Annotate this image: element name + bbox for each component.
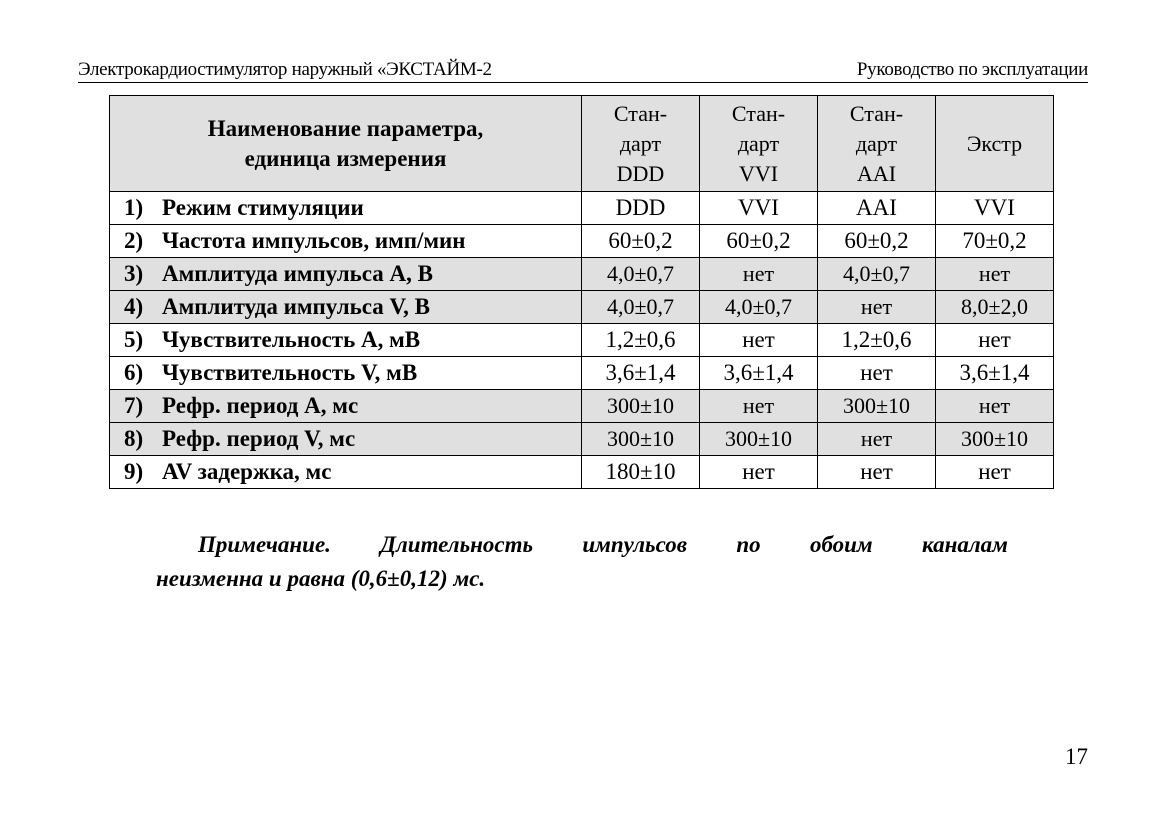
page-header: [78, 56, 1088, 83]
header-standard-ddd: Стан- дарт DDD: [582, 96, 700, 192]
note-word: импульсов: [582, 532, 687, 557]
parameter-name: 7) Рефр. период А, мс: [110, 390, 582, 423]
value-cell: DDD: [582, 192, 700, 225]
header-emergency: Экстр: [936, 96, 1054, 192]
table-row: [110, 456, 1054, 489]
parameter-name: 2) Частота импульсов, имп/мин: [110, 225, 582, 258]
note-word: каналам: [922, 532, 1008, 557]
parameter-name: 8) Рефр. период V, мс: [110, 423, 582, 456]
parameter-name: 3) Амплитуда импульса А, В: [110, 258, 582, 291]
value-cell: 3,6±1,4: [582, 357, 700, 390]
page-number: 17: [1065, 744, 1088, 769]
value-cell: нет: [936, 456, 1054, 489]
value-cell: 60±0,2: [700, 225, 818, 258]
value-cell: нет: [936, 258, 1054, 291]
table-row: [110, 390, 1054, 423]
table-row: [110, 225, 1054, 258]
value-cell: 300±10: [936, 423, 1054, 456]
value-cell: 1,2±0,6: [818, 324, 936, 357]
value-cell: AAI: [818, 192, 936, 225]
table-row: [110, 258, 1054, 291]
value-cell: нет: [700, 456, 818, 489]
value-cell: нет: [936, 390, 1054, 423]
parameter-name: 6) Чувствительность V, мВ: [110, 357, 582, 390]
value-cell: нет: [818, 456, 936, 489]
header-standard-vvi: Стан- дарт VVI: [700, 96, 818, 192]
value-cell: 70±0,2: [936, 225, 1054, 258]
value-cell: 4,0±0,7: [700, 291, 818, 324]
table-row: [110, 192, 1054, 225]
note-word: обоим: [809, 532, 873, 557]
value-cell: нет: [818, 291, 936, 324]
value-cell: 4,0±0,7: [818, 258, 936, 291]
value-cell: VVI: [700, 192, 818, 225]
note-word: Длительность: [380, 532, 533, 557]
table-row: [110, 423, 1054, 456]
table-row: [110, 291, 1054, 324]
parameter-name: 1) Режим стимуляции: [110, 192, 582, 225]
value-cell: 60±0,2: [818, 225, 936, 258]
table-header-row: [110, 96, 1054, 192]
note-word: Примечание.: [198, 532, 331, 557]
header-parameter-name: Наименование параметра, единица измерения: [110, 96, 582, 192]
value-cell: 180±10: [582, 456, 700, 489]
value-cell: нет: [700, 258, 818, 291]
value-cell: 4,0±0,7: [582, 258, 700, 291]
value-cell: нет: [700, 324, 818, 357]
document-title: Электрокардиостимулятор наружный «ЭКСТАЙМ-2: [78, 59, 492, 80]
document-section: Руководство по эксплуатации: [856, 59, 1088, 80]
value-cell: 4,0±0,7: [582, 291, 700, 324]
value-cell: нет: [818, 357, 936, 390]
note-word: по: [736, 532, 761, 557]
parameter-name: 5) Чувствительность А, мВ: [110, 324, 582, 357]
value-cell: нет: [700, 390, 818, 423]
parameters-table: [109, 95, 1054, 489]
value-cell: 8,0±2,0: [936, 291, 1054, 324]
parameter-name: 9) AV задержка, мс: [110, 456, 582, 489]
table-row: [110, 324, 1054, 357]
value-cell: 300±10: [818, 390, 936, 423]
value-cell: 300±10: [700, 423, 818, 456]
value-cell: нет: [818, 423, 936, 456]
header-standard-aai: Стан- дарт AAI: [818, 96, 936, 192]
value-cell: 60±0,2: [582, 225, 700, 258]
note-line-1: [156, 528, 1008, 562]
value-cell: 3,6±1,4: [936, 357, 1054, 390]
table-row: [110, 357, 1054, 390]
note-paragraph: [156, 528, 1008, 596]
value-cell: 300±10: [582, 423, 700, 456]
value-cell: 3,6±1,4: [700, 357, 818, 390]
value-cell: VVI: [936, 192, 1054, 225]
value-cell: 300±10: [582, 390, 700, 423]
parameter-name: 4) Амплитуда импульса V, В: [110, 291, 582, 324]
value-cell: 1,2±0,6: [582, 324, 700, 357]
value-cell: нет: [936, 324, 1054, 357]
note-line-2: неизменна и равна (0,6±0,12) мс.: [156, 566, 486, 591]
